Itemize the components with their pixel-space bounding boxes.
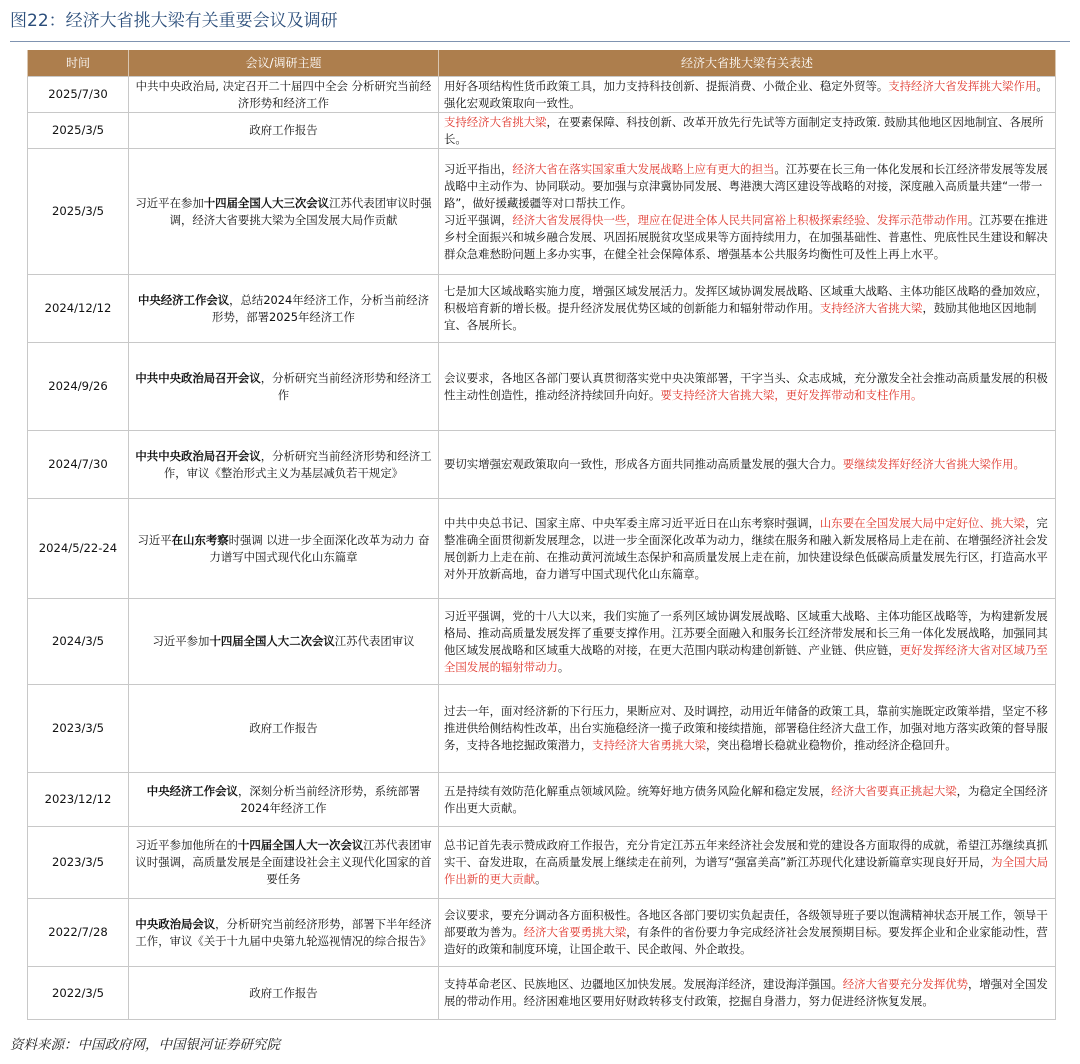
cell-statement — [439, 773, 1056, 827]
text-segment: ，在要素保障、科技创新、改革开放先行先试等方面制定支持政策. 鼓励其他地区因地制宜、各展所长。 — [444, 114, 1044, 146]
table-row — [28, 967, 1056, 1020]
text-segment: 。强化宏观政策取向一致性。 — [444, 78, 1048, 110]
bold-text: 十四届全国人大二次会议 — [209, 634, 335, 648]
text-segment: ，完整准确全面贯彻新发展理念，以进一步全面深化改革为动力，继续在服务和融入新发展格局上走在前、在增强经济社会发展创新力上走在前、在推动黄河流域生态保护和高质量发展上走在前，加快建设绿色低碳高质量发展先行区，打造高水平对外开放新高地，奋力谱写中国式现代化山东篇章。 — [444, 515, 1048, 581]
table-row — [28, 599, 1056, 685]
text-segment: 习近平强调， — [444, 212, 513, 227]
source-note: 资料来源：中国政府网，中国银河证券研究院 — [10, 1037, 280, 1053]
text-segment: 政府工作报告 — [249, 721, 318, 735]
text-segment: 习近平参加他所在的 — [135, 838, 238, 852]
highlighted-text: 更好发挥经济大省对区域乃至全国发展的辐射带动力 — [444, 642, 1048, 674]
highlighted-text: 山东要在全国发展大局中定好位、挑大梁 — [819, 515, 1025, 530]
cell-statement — [439, 343, 1056, 431]
cell-date: 2025/3/5 — [28, 149, 129, 275]
bold-text: 中央政治局会议 — [135, 916, 216, 931]
text-segment: 。江苏要在推进乡村全面振兴和城乡融合发展、巩固拓展脱贫攻坚成果等方面持续用力，在加强基础性、普惠性、兜底性民生建设和解决群众急难愁盼问题上多办实事，在健全社会保障体系、增强基本公共服务均衡性可及性上再上水平。 — [444, 212, 1048, 261]
highlighted-text: 经济大省在落实国家重大发展战略上应有更大的担当 — [512, 161, 775, 176]
cell-topic — [129, 685, 439, 773]
text-segment: 习近平在参加 — [135, 195, 204, 210]
text-segment: ，总结2024年经济工作，分析当前经济形势，部署2025年经济工作 — [212, 292, 429, 324]
text-segment: 支持革命老区、民族地区、边疆地区加快发展。发展海洋经济，建设海洋强国。 — [444, 977, 843, 991]
text-segment: 会议要求，各地区各部门要认真贯彻落实党中央决策部署，干字当头、众志成城，充分激发全社会推动高质量发展的积极性主动性创造性，推动经济持续回升向好。 — [444, 370, 1048, 402]
cell-date: 2024/9/26 — [28, 343, 129, 431]
text-segment: 江苏代表团审议时强调，高质量发展是全面建设社会主义现代化国家的首要任务 — [135, 838, 432, 886]
text-segment: ，分析研究当前经济形势，部署下半年经济工作，审议《关于十九届中央第九轮巡视情况的综合报告》 — [135, 916, 432, 948]
cell-date: 2023/12/12 — [28, 773, 129, 827]
text-segment: 政府工作报告 — [249, 123, 318, 137]
text-segment: 江苏代表团审议时强调，经济大省要挑大梁为全国发展大局作贡献 — [169, 195, 432, 227]
highlighted-text: 支持经济大省挑大梁 — [444, 114, 547, 129]
table-row — [28, 499, 1056, 599]
cell-date: 2022/3/5 — [28, 967, 129, 1020]
table-row — [28, 899, 1056, 967]
cell-date: 2023/3/5 — [28, 827, 129, 899]
table-row — [28, 343, 1056, 431]
text-segment: 习近平 — [137, 532, 172, 547]
highlighted-text: 支持经济大省勇挑大梁 — [592, 738, 707, 752]
text-segment: 。 — [535, 872, 547, 886]
bold-text: 中央经济工作会议 — [146, 783, 238, 798]
cell-topic — [129, 499, 439, 599]
cell-statement — [439, 149, 1056, 275]
text-segment: 江苏代表团审议 — [334, 634, 415, 648]
highlighted-text: 支持经济大省挑大梁 — [819, 301, 923, 315]
text-segment: 时强调 以进一步全面深化改革为动力 奋力谱写中国式现代化山东篇章 — [209, 532, 430, 564]
highlighted-text: 经济大省要充分发挥优势 — [842, 977, 968, 991]
cell-statement — [439, 827, 1056, 899]
table-row — [28, 685, 1056, 773]
highlighted-text: 经济大省要勇挑大梁 — [523, 925, 627, 939]
cell-topic — [129, 431, 439, 499]
cell-topic — [129, 773, 439, 827]
cell-date: 2024/7/30 — [28, 431, 129, 499]
cell-topic — [129, 899, 439, 967]
cell-date: 2024/12/12 — [28, 275, 129, 343]
text-segment: 习近平指出， — [444, 161, 513, 176]
highlighted-text: 经济大省要真正挑起大梁 — [831, 783, 957, 798]
text-segment: ，为稳定全国经济作出更大贡献。 — [444, 783, 1048, 815]
text-segment: ，有条件的省份要力争完成经济社会发展预期目标。要发挥企业和企业家能动性，营造好的政策和制度环境，让国企敢干、民企敢闯、外企敢投。 — [444, 925, 1048, 956]
header-topic: 会议/调研主题 — [129, 50, 439, 77]
text-segment: ，增强对全国发展的带动作用。经济困难地区要用好财政转移支付政策，挖掘自身潜力，努力促进经济恢复发展。 — [444, 977, 1048, 1008]
cell-topic — [129, 827, 439, 899]
cell-topic — [129, 967, 439, 1020]
text-segment: 中共中央总书记、国家主席、中央军委主席习近平近日在山东考察时强调， — [444, 515, 820, 530]
text-segment: 。 — [557, 659, 570, 674]
highlighted-text: 经济大省发展得快一些，理应在促进全体人民共同富裕上积极探索经验、发挥示范带动作用 — [512, 212, 968, 227]
text-segment: 会议要求，要充分调动各方面积极性。各地区各部门要切实负起责任，各级领导班子要以饱满精神状态开展工作，领导干部要敢为善为。 — [444, 908, 1048, 939]
table-row — [28, 149, 1056, 275]
text-segment: 过去一年，面对经济新的下行压力，果断应对、及时调控，动用近年储备的政策工具，靠前实施既定政策举措，坚定不移推进供给侧结构性改革，出台实施稳经济一揽子政策和接续措施，部署稳住经济大盘工作，加强对地方落实政策的督导服务，支持各地挖掘政策潜力， — [444, 704, 1048, 752]
cell-topic — [129, 77, 439, 113]
highlighted-text: 为全国大局作出新的更大贡献 — [444, 855, 1049, 886]
title-divider — [10, 41, 1070, 42]
text-segment: 政府工作报告 — [249, 985, 318, 1000]
text-segment: 总书记首先表示赞成政府工作报告，充分肯定江苏五年来经济社会发展和党的建设各方面取得的成就，希望江苏继续真抓实干、奋发进取，在高质量发展上继续走在前列，为谱写“强富美高”新江苏现代化建设新篇章实现良好开局， — [444, 838, 1048, 869]
cell-statement — [439, 431, 1056, 499]
highlighted-text: 要支持经济大省挑大梁，更好发挥带动和支柱作用。 — [660, 387, 923, 402]
figure-title: 图22：经济大省挑大梁有关重要会议及调研 — [10, 11, 338, 31]
text-segment: 用好各项结构性货币政策工具，加力支持科技创新、提振消费、小微企业、稳定外贸等。 — [444, 78, 889, 93]
header-date: 时间 — [28, 50, 129, 77]
table-row — [28, 773, 1056, 827]
cell-topic — [129, 599, 439, 685]
cell-topic — [129, 343, 439, 431]
cell-statement — [439, 77, 1056, 113]
cell-date: 2024/3/5 — [28, 599, 129, 685]
text-segment: 习近平强调，党的十八大以来，我们实施了一系列区域协调发展战略、区域重大战略、主体功能区战略等，为构建新发展格局、推动高质量发展发挥了重要支撑作用。江苏要全面融入和服务长江经济带发展和长三角一体化发展战略，加强同其他区域发展战略和区域重大战略的对接，在更大范围内联动构建创新链、产业链、供应链， — [444, 608, 1048, 657]
highlighted-text: 要继续发挥好经济大省挑大梁作用。 — [842, 457, 1025, 471]
cell-statement — [439, 599, 1056, 685]
cell-statement — [439, 113, 1056, 149]
text-segment: ，鼓励其他地区因地制宜、各展所长。 — [444, 301, 1037, 332]
cell-statement — [439, 275, 1056, 343]
cell-date: 2022/7/28 — [28, 899, 129, 967]
text-segment: 要切实增强宏观政策取向一致性，形成各方面共同推动高质量发展的强大合力。 — [444, 457, 843, 471]
table-row — [28, 431, 1056, 499]
text-segment: ，分析研究当前经济形势和经济工作 — [260, 370, 432, 402]
bold-text: 中共中央政治局召开会议 — [135, 370, 261, 385]
cell-date: 2024/5/22-24 — [28, 499, 129, 599]
highlighted-text: 支持经济大省发挥挑大梁作用 — [888, 78, 1037, 93]
cell-date: 2025/3/5 — [28, 113, 129, 149]
cell-topic — [129, 113, 439, 149]
meetings-table — [27, 50, 1056, 1020]
text-segment: ，分析研究当前经济形势和经济工作，审议《整治形式主义为基层减负若干规定》 — [163, 448, 432, 480]
table-body — [28, 77, 1056, 1020]
bold-text: 十四届全国人大一次会议 — [237, 838, 364, 852]
header-statement: 经济大省挑大梁有关表述 — [439, 50, 1056, 77]
text-segment: 中共中央政治局, 决定召开二十届四中全会 分析研究当前经济形势和经济工作 — [135, 78, 432, 110]
cell-topic — [129, 149, 439, 275]
table-row — [28, 77, 1056, 113]
cell-statement — [439, 685, 1056, 773]
cell-statement — [439, 499, 1056, 599]
text-segment: 七是加大区域战略实施力度，增强区域发展活力。发挥区域协调发展战略、区域重大战略、主体功能区战略的叠加效应，积极培育新的增长极。提升经济发展优势区域的创新能力和辐射带动作用。 — [444, 284, 1048, 315]
cell-topic — [129, 275, 439, 343]
text-segment: ，突出稳增长稳就业稳物价，推动经济企稳回升。 — [706, 738, 957, 752]
bold-text: 十四届全国人大三次会议 — [203, 195, 330, 210]
bold-text: 中共中央政治局召开会议 — [135, 448, 261, 463]
text-segment: 五是持续有效防范化解重点领域风险。统筹好地方债务风险化解和稳定发展， — [444, 783, 832, 798]
text-segment: 。江苏要在长三角一体化发展和长江经济带发展等发展战略中主动作为、协同联动。要加强与京津冀协同发展、粤港澳大湾区建设等战略的对接，深度融入高质量共建“一带一路”，做好援藏援疆等对口帮扶工作。 — [444, 161, 1048, 210]
cell-statement — [439, 899, 1056, 967]
table-header-row — [28, 50, 1056, 77]
bold-text: 在山东考察 — [171, 532, 229, 547]
bold-text: 中央经济工作会议 — [138, 292, 230, 307]
cell-statement — [439, 967, 1056, 1020]
text-segment: ，深刻分析当前经济形势，系统部署2024年经济工作 — [237, 783, 421, 815]
table-row — [28, 113, 1056, 149]
text-segment: 习近平参加 — [152, 634, 210, 648]
cell-date: 2025/7/30 — [28, 77, 129, 113]
table-row — [28, 275, 1056, 343]
table-row — [28, 827, 1056, 899]
cell-date: 2023/3/5 — [28, 685, 129, 773]
